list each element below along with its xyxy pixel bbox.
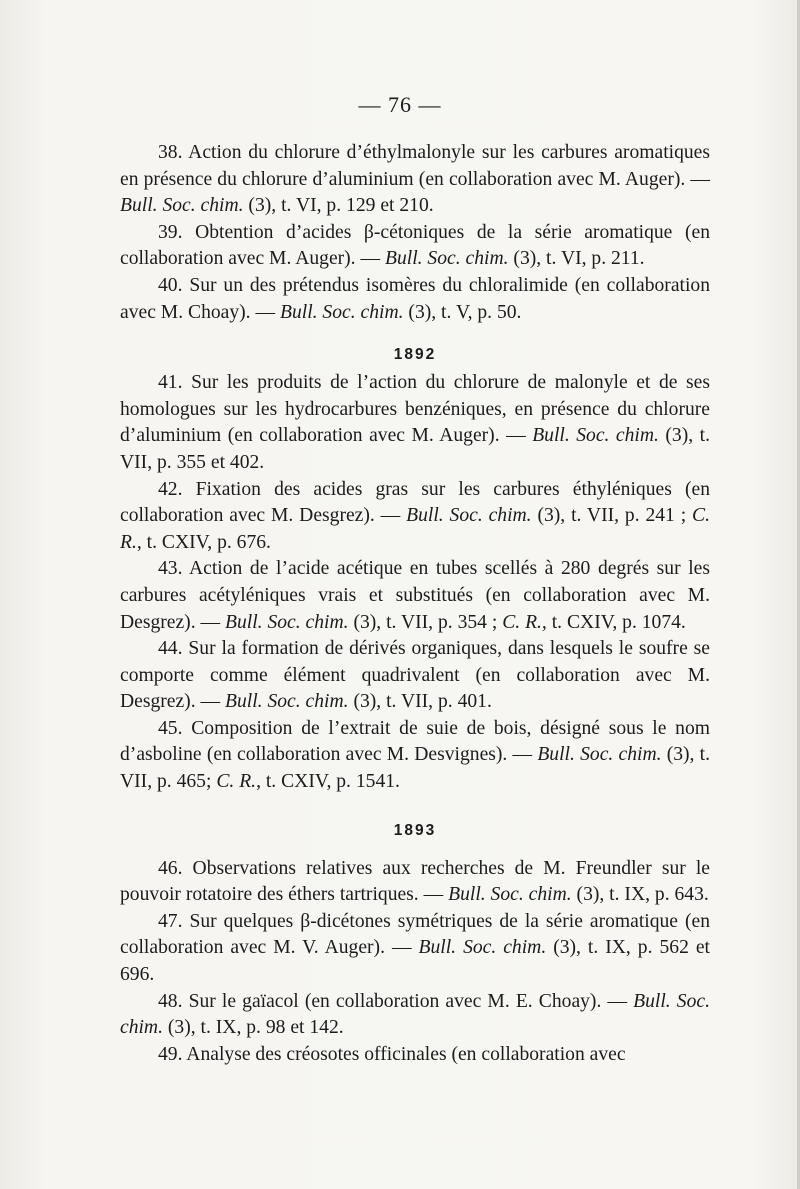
- entry-text: t. CXIV, p. 1074.: [546, 611, 686, 633]
- bibliography-list: [120, 140, 710, 1068]
- entry-text: (3), t. VII, p. 354 ;: [348, 611, 503, 633]
- entry-text: (3), t. VI, p. 211.: [508, 248, 645, 270]
- bibliography-entry: [120, 856, 710, 909]
- entry-text: (3), t. VII, p. 241 ;: [531, 505, 693, 527]
- journal-title: Bull. Soc. chim.: [537, 744, 662, 766]
- entry-text: (3), t. VII, p. 465;: [120, 744, 711, 793]
- bibliography-entry: [120, 220, 710, 273]
- bibliography-entry: [120, 716, 710, 796]
- bibliography-entry: [120, 636, 710, 716]
- entry-text: 46. Observations relatives aux recherches de M. Freundler sur le pouvoir rotatoire des éthers tartriques. —: [120, 857, 710, 906]
- journal-title: Bull. Soc. chim.: [120, 990, 710, 1039]
- entry-text: (3), t. VII, p. 401.: [348, 691, 492, 713]
- journal-title: Bull. Soc. chim.: [384, 248, 509, 270]
- entry-text: 40. Sur un des prétendus isomères du chloralimide (en collaboration avec M. Choay). —: [120, 274, 710, 323]
- bibliography-entry: [120, 556, 710, 636]
- journal-title: Bull. Soc. chim.: [418, 937, 547, 959]
- entry-text: 48. Sur le gaïacol (en collaboration avec M. E. Choay). —: [158, 990, 634, 1012]
- entry-text: (3), t. IX, p. 98 et 142.: [163, 1017, 344, 1039]
- entry-text: 42. Fixation des acides gras sur les carbures éthyléniques (en collaboration avec M. Desgrez). —: [120, 478, 710, 527]
- entry-text: 41. Sur les produits de l’action du chlorure de malonyle et de ses homologues sur les hydrocarbures benzéniques, en présence du chlorure d’aluminium (en collaboration avec M. Auger). —: [120, 372, 710, 447]
- journal-title: Bull. Soc. chim.: [225, 611, 349, 633]
- journal-title: Bull. Soc. chim.: [532, 425, 659, 447]
- journal-title: C. R.: [120, 505, 710, 553]
- bibliography-entry: [120, 909, 710, 989]
- bibliography-entry: [120, 1042, 710, 1069]
- entry-text: (3), t. IX, p. 643.: [571, 884, 709, 906]
- entry-text: 45. Composition de l’extrait de suie de bois, désigné sous le nom d’asboline (en collaboration avec M. Desvignes). —: [120, 717, 710, 766]
- journal-title: Bull. Soc. chim.: [448, 884, 572, 906]
- entry-text: , t. CXIV, p. 1541.: [256, 771, 400, 793]
- journal-title: Bull. Soc. chim.: [120, 195, 244, 217]
- bibliography-entry: [120, 273, 710, 326]
- year-heading: 1892: [393, 346, 437, 364]
- bibliography-entry: [120, 989, 710, 1042]
- entry-text: , t. CXIV, p. 676.: [136, 531, 271, 553]
- bibliography-entry: [120, 370, 710, 476]
- entry-text: (3), t. VII, p. 355 et 402.: [120, 425, 710, 473]
- entry-text: 38. Action du chlorure d’éthylmalonyle sur les carbures aromatiques en présence du chlorure d’aluminium (en collaboration avec M. Auger). —: [120, 142, 710, 190]
- journal-title: Bull. Soc. chim.: [279, 301, 404, 323]
- bibliography-entry: [120, 477, 710, 557]
- entry-text: 49. Analyse des créosotes officinales (en collaboration avec: [158, 1043, 626, 1065]
- bibliography-entry: [120, 140, 710, 220]
- journal-title: C. R.: [216, 771, 257, 793]
- year-heading: 1893: [393, 821, 437, 839]
- journal-title: Bull. Soc. chim.: [406, 505, 532, 527]
- entry-text: (3), t. IX, p. 562 et 696.: [120, 937, 710, 986]
- entry-text: (3), t. V, p. 50.: [403, 301, 522, 323]
- entry-text: 43. Action de l’acide acétique en tubes scellés à 280 degrés sur les carbures acétyléniques vrais et substitués (en collaboration avec M. Desgrez). —: [120, 558, 710, 633]
- entry-text: 44. Sur la formation de dérivés organiques, dans lesquels le soufre se comporte comme élément quadrivalent (en collaboration avec M. Desgrez). —: [120, 638, 710, 713]
- journal-title: Bull. Soc. chim.: [225, 691, 349, 713]
- page-number: — 76 —: [358, 92, 442, 117]
- entry-text: 39. Obtention d’acides β-cétoniques de la série aromatique (en collaboration avec M. Auger). —: [120, 221, 710, 270]
- entry-text: (3), t. VI, p. 129 et 210.: [243, 195, 434, 217]
- journal-title: C. R.,: [502, 611, 547, 633]
- entry-text: 47. Sur quelques β-dicétones symétriques de la série aromatique (en collaboration avec M. V. Auger). —: [120, 910, 710, 959]
